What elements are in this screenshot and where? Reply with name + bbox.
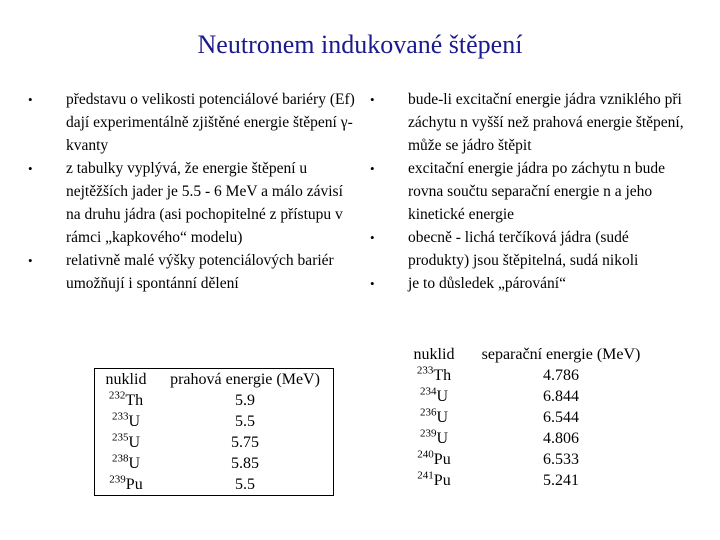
bullet-icon: • [370, 276, 375, 291]
mass-number: 239 [109, 473, 126, 486]
element-symbol: Pu [433, 471, 451, 489]
table-row [95, 474, 334, 496]
element-symbol: Th [125, 391, 144, 409]
threshold-value: 5.5 [235, 412, 255, 430]
bullet-text: obecně - lichá terčíková jádra (sudé produkty) jsou štěpitelná, sudá nikoli [408, 229, 639, 269]
list-item [370, 88, 690, 157]
table-row [95, 453, 334, 474]
threshold-value: 5.9 [235, 391, 255, 409]
list-item [28, 157, 358, 249]
nuclide-cell [402, 470, 466, 491]
table-row [402, 365, 656, 386]
element-symbol: Pu [125, 475, 143, 493]
separation-value: 6.544 [543, 408, 579, 426]
list-item [370, 272, 690, 295]
mass-number: 239 [419, 427, 437, 440]
threshold-value: 5.85 [231, 454, 259, 472]
mass-number: 235 [111, 431, 129, 444]
separation-value: 6.533 [543, 450, 579, 468]
table-header-row [95, 369, 334, 391]
table-header-row [402, 344, 656, 365]
bullet-text: je to důsledek „párování“ [408, 275, 566, 292]
page-title: Neutronem indukované štěpení [197, 30, 523, 59]
list-item [370, 226, 690, 272]
mass-number: 241 [417, 469, 434, 482]
bullet-text: z tabulky vyplývá, že energie štěpení u nejtěžších jader je 5.5 - 6 MeV a málo závisí na druhu jádra (asi pochopitelné z přístupu v rámci „kapkového“ modelu) [66, 160, 343, 246]
bullet-text: excitační energie jádra po záchytu n bude rovna součtu separační energie n a jeho kinetické energie [408, 160, 666, 223]
separation-energy-table [402, 344, 656, 491]
mass-number: 234 [419, 385, 437, 398]
bullet-icon: • [28, 161, 33, 176]
nuclide-cell [95, 432, 158, 453]
element-symbol: Pu [433, 450, 451, 468]
bullet-text: bude-li excitační energie jádra vzniklého při záchytu n vyšší než prahová energie štěpení, může se jádro štěpit [408, 91, 684, 154]
element-symbol: Th [433, 366, 452, 384]
nuclide-cell [95, 390, 158, 411]
element-symbol: U [436, 408, 449, 426]
nuclide-cell [402, 365, 466, 386]
threshold-energy-table [94, 368, 334, 496]
mass-number: 232 [108, 389, 126, 402]
bullet-text: představu o velikosti potenciálové bariéry (Ef) dají experimentálně zjištěné energie štěpení γ-kvanty [66, 91, 355, 154]
bullet-icon: • [28, 92, 33, 107]
bullet-text: relativně malé výšky potenciálových bariér umožňují i spontánní dělení [66, 252, 334, 292]
nuclide-cell [95, 474, 158, 496]
table-row [402, 407, 656, 428]
table-row [402, 386, 656, 407]
list-item [370, 157, 690, 226]
element-symbol: U [436, 429, 449, 447]
list-item [28, 249, 358, 295]
bullet-icon: • [370, 161, 375, 176]
mass-number: 233 [416, 364, 434, 377]
mass-number: 238 [111, 452, 129, 465]
separation-value: 5.241 [543, 471, 579, 489]
nuclide-cell [402, 407, 466, 428]
table-row [402, 470, 656, 491]
nuclide-cell [95, 453, 158, 474]
table-row [95, 390, 334, 411]
mass-number: 236 [419, 406, 437, 419]
nuclide-cell [402, 449, 466, 470]
mass-number: 233 [111, 410, 129, 423]
table-row [402, 428, 656, 449]
nuclide-cell [95, 411, 158, 432]
separation-value: 6.844 [543, 387, 579, 405]
nuclide-cell [402, 428, 466, 449]
bullet-icon: • [28, 253, 33, 268]
element-symbol: U [128, 412, 141, 430]
column-header-threshold-energy: prahová energie (MeV) [170, 370, 320, 388]
right-bullet-list [370, 88, 690, 295]
list-item [28, 88, 358, 157]
mass-number: 240 [417, 448, 434, 461]
column-header-nuclide: nuklid [413, 345, 455, 363]
element-symbol: U [436, 387, 449, 405]
table-row [402, 449, 656, 470]
column-header-nuclide: nuklid [105, 370, 147, 388]
nuclide-cell [402, 386, 466, 407]
left-bullet-list [28, 88, 358, 295]
table-row [95, 432, 334, 453]
element-symbol: U [128, 433, 141, 451]
threshold-value: 5.75 [231, 433, 259, 451]
separation-value: 4.786 [543, 366, 579, 384]
bullet-icon: • [370, 230, 375, 245]
separation-value: 4.806 [543, 429, 579, 447]
element-symbol: U [128, 454, 141, 472]
bullet-icon: • [370, 92, 375, 107]
threshold-value: 5.5 [235, 475, 255, 493]
table-row [95, 411, 334, 432]
column-header-separation-energy: separační energie (MeV) [481, 345, 641, 363]
